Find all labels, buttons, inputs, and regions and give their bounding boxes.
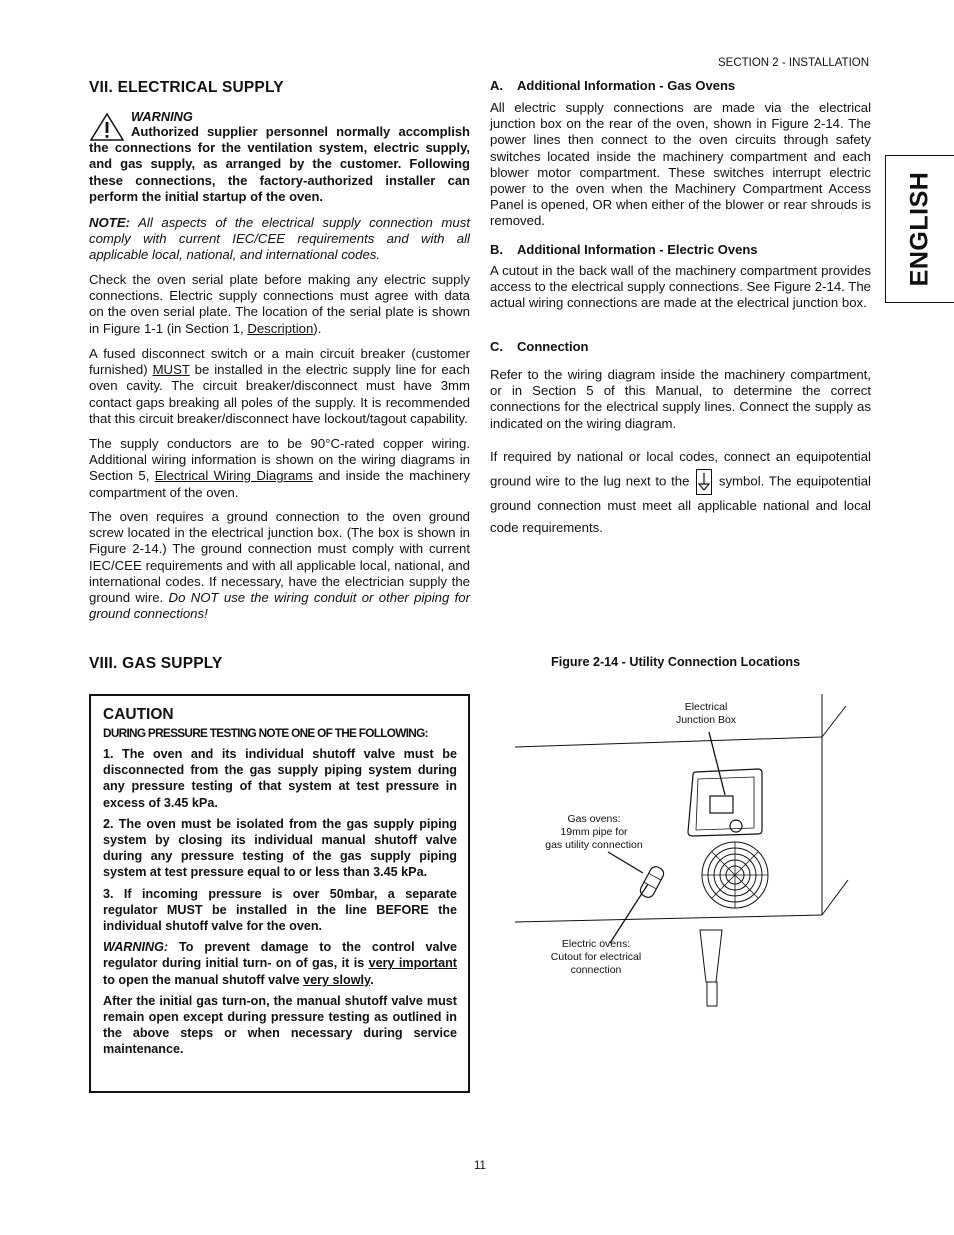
caution-item-2: 2. The oven must be isolated from the gas supply piping system by closing its individual manual shutoff valve during any pressure testing of the gas supply piping system at test pressure equal to or less than 3.45 kPa. [103,816,457,880]
caution-warning-text-mid: to open the manual shutoff valve [103,972,304,987]
conductors-text: The supply conductors are to be 90°C-rated copper wiring. Additional wiring information is shown on the wiring diagrams in Section 5, [89,436,470,484]
note-label: NOTE: [89,215,131,230]
figure-caption: Figure 2-14 - Utility Connection Locations [551,655,801,669]
disconnect-text-end: be installed in the electric supply line for each oven cavity. The circuit breaker/disconnect must have 3mm contact gaps breaking all poles of the supply. It is recommended that this circuit breaker/disconnect have lockout/tagout capability. [89,362,470,426]
subsection-b-heading [490,242,758,257]
warning-text: Authorized supplier personnel normally accomplish the connections for the ventilation system, electric supply, and gas supply, as arranged by the customer. Following these connections, the factory-authorized installer can perform the initial startup of the oven. [89,124,470,204]
junction-label-line-2: Junction Box [675,714,737,726]
serial-plate-text-end: ). [313,320,322,336]
equipotential-text: If required by national or local codes, connect an equipotential ground wire to the lug next to the [490,449,871,488]
leader-electric [610,884,648,943]
gas-label-line-2: 19mm pipe for [560,826,628,838]
electric-label-line-1: Electric ovens: [561,938,631,950]
junction-label-line-1: Electrical [684,701,728,713]
electrical-heading: VII. ELECTRICAL SUPPLY [89,79,284,96]
gas-pipe [638,865,665,900]
serial-plate-paragraph [89,272,470,337]
caution-intro: DURING PRESSURE TESTING NOTE ONE OF THE FOLLOWING: [103,726,428,740]
caution-warning-text-end: . [370,972,374,987]
gas-label-line-3: gas utility connection [545,839,643,851]
ground-warning: Do NOT use the wiring conduit or other piping for ground connections! [89,590,471,622]
description-link[interactable]: Description [247,320,314,336]
subsection-a-text: All electric supply connections are made via the electrical junction box on the rear of the oven, shown in Figure 2-14. The power lines then connect to the oven circuits through safety switches located inside the machinery compartment and each blower motor compartment. These switches interrupt electric power to the oven when the Machinery Compartment Access Panel is opened, OR when either of the blower or rear shrouds is removed. [490,100,871,229]
subsection-c-title: Connection [517,339,589,354]
equipotential-ground-icon [696,469,712,495]
caution-title: CAUTION [103,706,174,723]
gas-ovens-label [524,813,664,852]
junction-box-label [646,701,766,727]
caution-warning-label: WARNING: [103,940,169,955]
disconnect-paragraph [89,346,470,427]
note-text: All aspects of the electrical supply connection must comply with current IEC/CEE requirements and with all applicable local, national, and international codes. [89,215,470,263]
very-important-emphasis: very important [368,956,457,971]
caution-warning [103,939,457,988]
electric-label-line-2: Cutout for electrical [550,951,642,963]
caution-warning-text: To prevent damage to the control valve regulator during initial turn- on of gas, it is [103,940,457,971]
warning-title: WARNING [131,109,193,124]
page-number: 11 [474,1160,486,1172]
caution-item-1: 1. The oven and its individual shutoff valve must be disconnected from the gas supply piping system during any pressure testing of that system at test pressure in excess of 3.45 kPa. [103,747,457,810]
serial-plate-text: Check the oven serial plate before making any electric supply connections. Electric supply connections must agree with data on the oven serial plate. The location of the serial plate is shown in Figure 1-1 (in Section 1, [89,272,470,336]
subsection-c-letter: C. [490,339,503,354]
gas-heading: VIII. GAS SUPPLY [89,655,223,672]
must-emphasis: MUST [152,362,190,378]
language-tab-label: ENGLISH [905,171,934,287]
warning-triangle-icon [89,112,125,142]
warning-block [89,110,470,205]
electric-label-line-3: connection [570,964,622,976]
oven-bottom-side [822,880,848,915]
subsection-a-letter: A. [490,78,503,93]
equipotential-text-end: symbol. The equipotential ground connection must meet all applicable national and local code requirements. [490,472,871,535]
caution-final: After the initial gas turn-on, the manual shutoff valve must remain open except during pressure testing as outlined in the above steps or when necessary during service maintenance. [103,993,457,1057]
subsection-a-heading [490,78,735,93]
subsection-b-letter: B. [490,242,503,257]
oven-top-edge [515,737,822,747]
gas-label-line-1: Gas ovens: [567,813,621,825]
conductors-paragraph [89,436,470,501]
language-tab [885,155,954,303]
subsection-b-title: Additional Information - Electric Ovens [517,242,758,257]
oven-leg [700,930,722,982]
very-slowly-emphasis: very slowly [303,972,371,987]
oven-foot [707,982,717,1006]
oven-bottom-edge [515,915,822,922]
caution-box [89,694,470,1093]
junction-box-knob [730,820,742,832]
junction-box-window [710,796,733,813]
leader-gas [608,852,643,873]
subsection-c-heading [490,339,589,354]
electric-ovens-label [531,938,661,977]
wiring-diagrams-link[interactable]: Electrical Wiring Diagrams [154,468,313,484]
subsection-c-text: Refer to the wiring diagram inside the machinery compartment, or in Section 5 of this Manual, to determine the correct connections for the electrical supply lines. Connect the supply as indicated on the wiring diagram. [490,367,871,431]
leader-junction [709,732,725,795]
conductors-text-end: and inside the machinery compartment of the oven. [89,468,471,500]
oven-side-edge [822,706,846,737]
subsection-b-text: A cutout in the back wall of the machinery compartment provides access to the electrical supply connections. See Figure 2-14. The actual wiring connections are made at the electrical junction box. [490,263,871,311]
disconnect-text: A fused disconnect switch or a main circuit breaker (customer furnished) [89,346,470,378]
junction-box-inner [696,777,754,830]
ground-paragraph [89,509,470,622]
subsection-a-title: Additional Information - Gas Ovens [517,78,736,93]
equipotential-paragraph [490,446,871,540]
ground-text: The oven requires a ground connection to the oven ground screw located in the electrical junction box. (The box is shown in Figure 2-14.) The ground connection must comply with current IEC/CEE requirements and with all applicable local, national, and international codes. If necessary, have the electrician supply the ground wire. [89,509,470,606]
caution-item-3: 3. If incoming pressure is over 50mbar, a separate regulator MUST be installed in the line BEFORE the individual shutoff valve for the oven. [103,886,457,934]
electrical-note [89,215,470,264]
section-header: SECTION 2 - INSTALLATION [718,57,870,69]
